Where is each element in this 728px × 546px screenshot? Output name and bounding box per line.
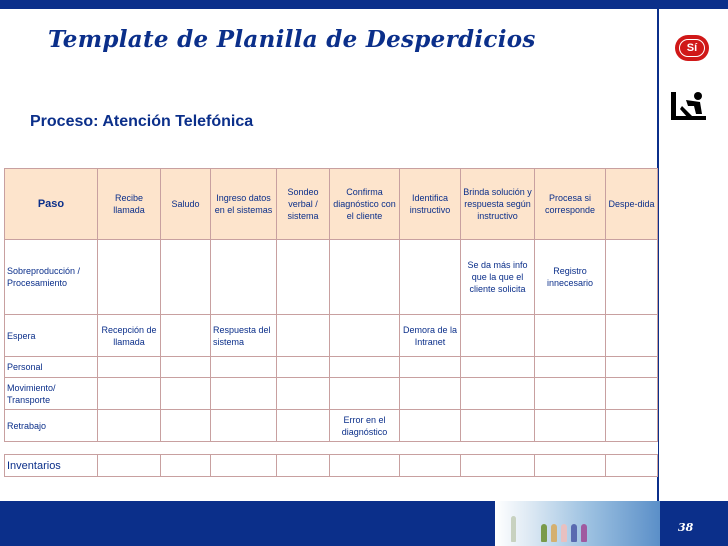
table-cell [98,240,161,315]
table-cell [277,240,330,315]
column-header: Paso [5,169,98,240]
table-cell [400,378,461,410]
row-label: Movimiento/ Transporte [5,378,98,410]
person-figure [581,524,587,542]
table-cell [277,455,330,477]
waste-table [4,168,658,477]
row-label: Sobreproducción / Procesamiento [5,240,98,315]
table-cell [330,378,400,410]
column-header: Confirma diagnóstico con el cliente [330,169,400,240]
table-cell [400,410,461,442]
table-cell [211,240,277,315]
table-cell: Registro innecesario [535,240,606,315]
si-badge-label: Sí [679,39,705,57]
table-cell [211,378,277,410]
table-row [5,357,658,378]
table-cell: Se da más info que la que el cliente solicita [461,240,535,315]
table-cell [461,410,535,442]
table-cell [277,378,330,410]
person-figure [571,524,577,542]
table-cell [277,357,330,378]
table-cell [211,357,277,378]
column-header: Ingreso datos en el sistemas [211,169,277,240]
table-cell [400,240,461,315]
table-cell [461,357,535,378]
table-cell [330,357,400,378]
table-cell [161,410,211,442]
table-row [5,378,658,410]
worker-pictogram-icon [668,88,710,124]
table-cell [98,357,161,378]
table-cell [606,455,658,477]
column-header: Despe-dida [606,169,658,240]
table-cell [535,455,606,477]
table-cell [330,455,400,477]
row-label: Inventarios [5,455,98,477]
table-cell [161,378,211,410]
page-title: Template de Planilla de Desperdicios [48,26,536,53]
table-cell [277,315,330,357]
table-cell [277,410,330,442]
table-cell [161,240,211,315]
footer-photo [495,501,660,546]
column-header: Sondeo verbal / sistema [277,169,330,240]
table-cell [606,378,658,410]
table-cell [98,378,161,410]
hand-shape [511,516,516,542]
row-label: Personal [5,357,98,378]
table-cell [400,455,461,477]
table-row [5,455,658,477]
person-figure [561,524,567,542]
table-row [5,410,658,442]
row-label: Retrabajo [5,410,98,442]
table-cell [461,455,535,477]
table-cell: Error en el diagnóstico [330,410,400,442]
table-cell [330,240,400,315]
page-number: 38 [678,521,694,534]
table-cell [211,455,277,477]
column-header: Brinda solución y respuesta según instructivo [461,169,535,240]
table-row [5,315,658,357]
table-cell [161,357,211,378]
table-cell: Recepción de llamada [98,315,161,357]
table-cell [211,410,277,442]
column-header: Recibe llamada [98,169,161,240]
column-header: Saludo [161,169,211,240]
table-cell [535,357,606,378]
table-cell [535,410,606,442]
table-cell [461,315,535,357]
header-row [5,169,658,240]
person-figure [551,524,557,542]
table-cell [606,240,658,315]
column-header: Procesa si corresponde [535,169,606,240]
top-bar [0,0,728,9]
table-cell [330,315,400,357]
table-cell: Respuesta del sistema [211,315,277,357]
table-cell [98,455,161,477]
table-cell [535,315,606,357]
table-cell [535,378,606,410]
column-header: Identifica instructivo [400,169,461,240]
person-figure [541,524,547,542]
table-cell [606,315,658,357]
table-row [5,240,658,315]
table-cell [98,410,161,442]
table-cell [400,357,461,378]
table-cell [606,410,658,442]
table-cell [461,378,535,410]
table-cell [606,357,658,378]
process-subtitle: Proceso: Atención Telefónica [30,113,254,130]
table-cell: Demora de la Intranet [400,315,461,357]
row-label: Espera [5,315,98,357]
table-spacer [5,442,658,455]
si-badge [677,37,707,59]
table-cell [161,315,211,357]
table-cell [161,455,211,477]
